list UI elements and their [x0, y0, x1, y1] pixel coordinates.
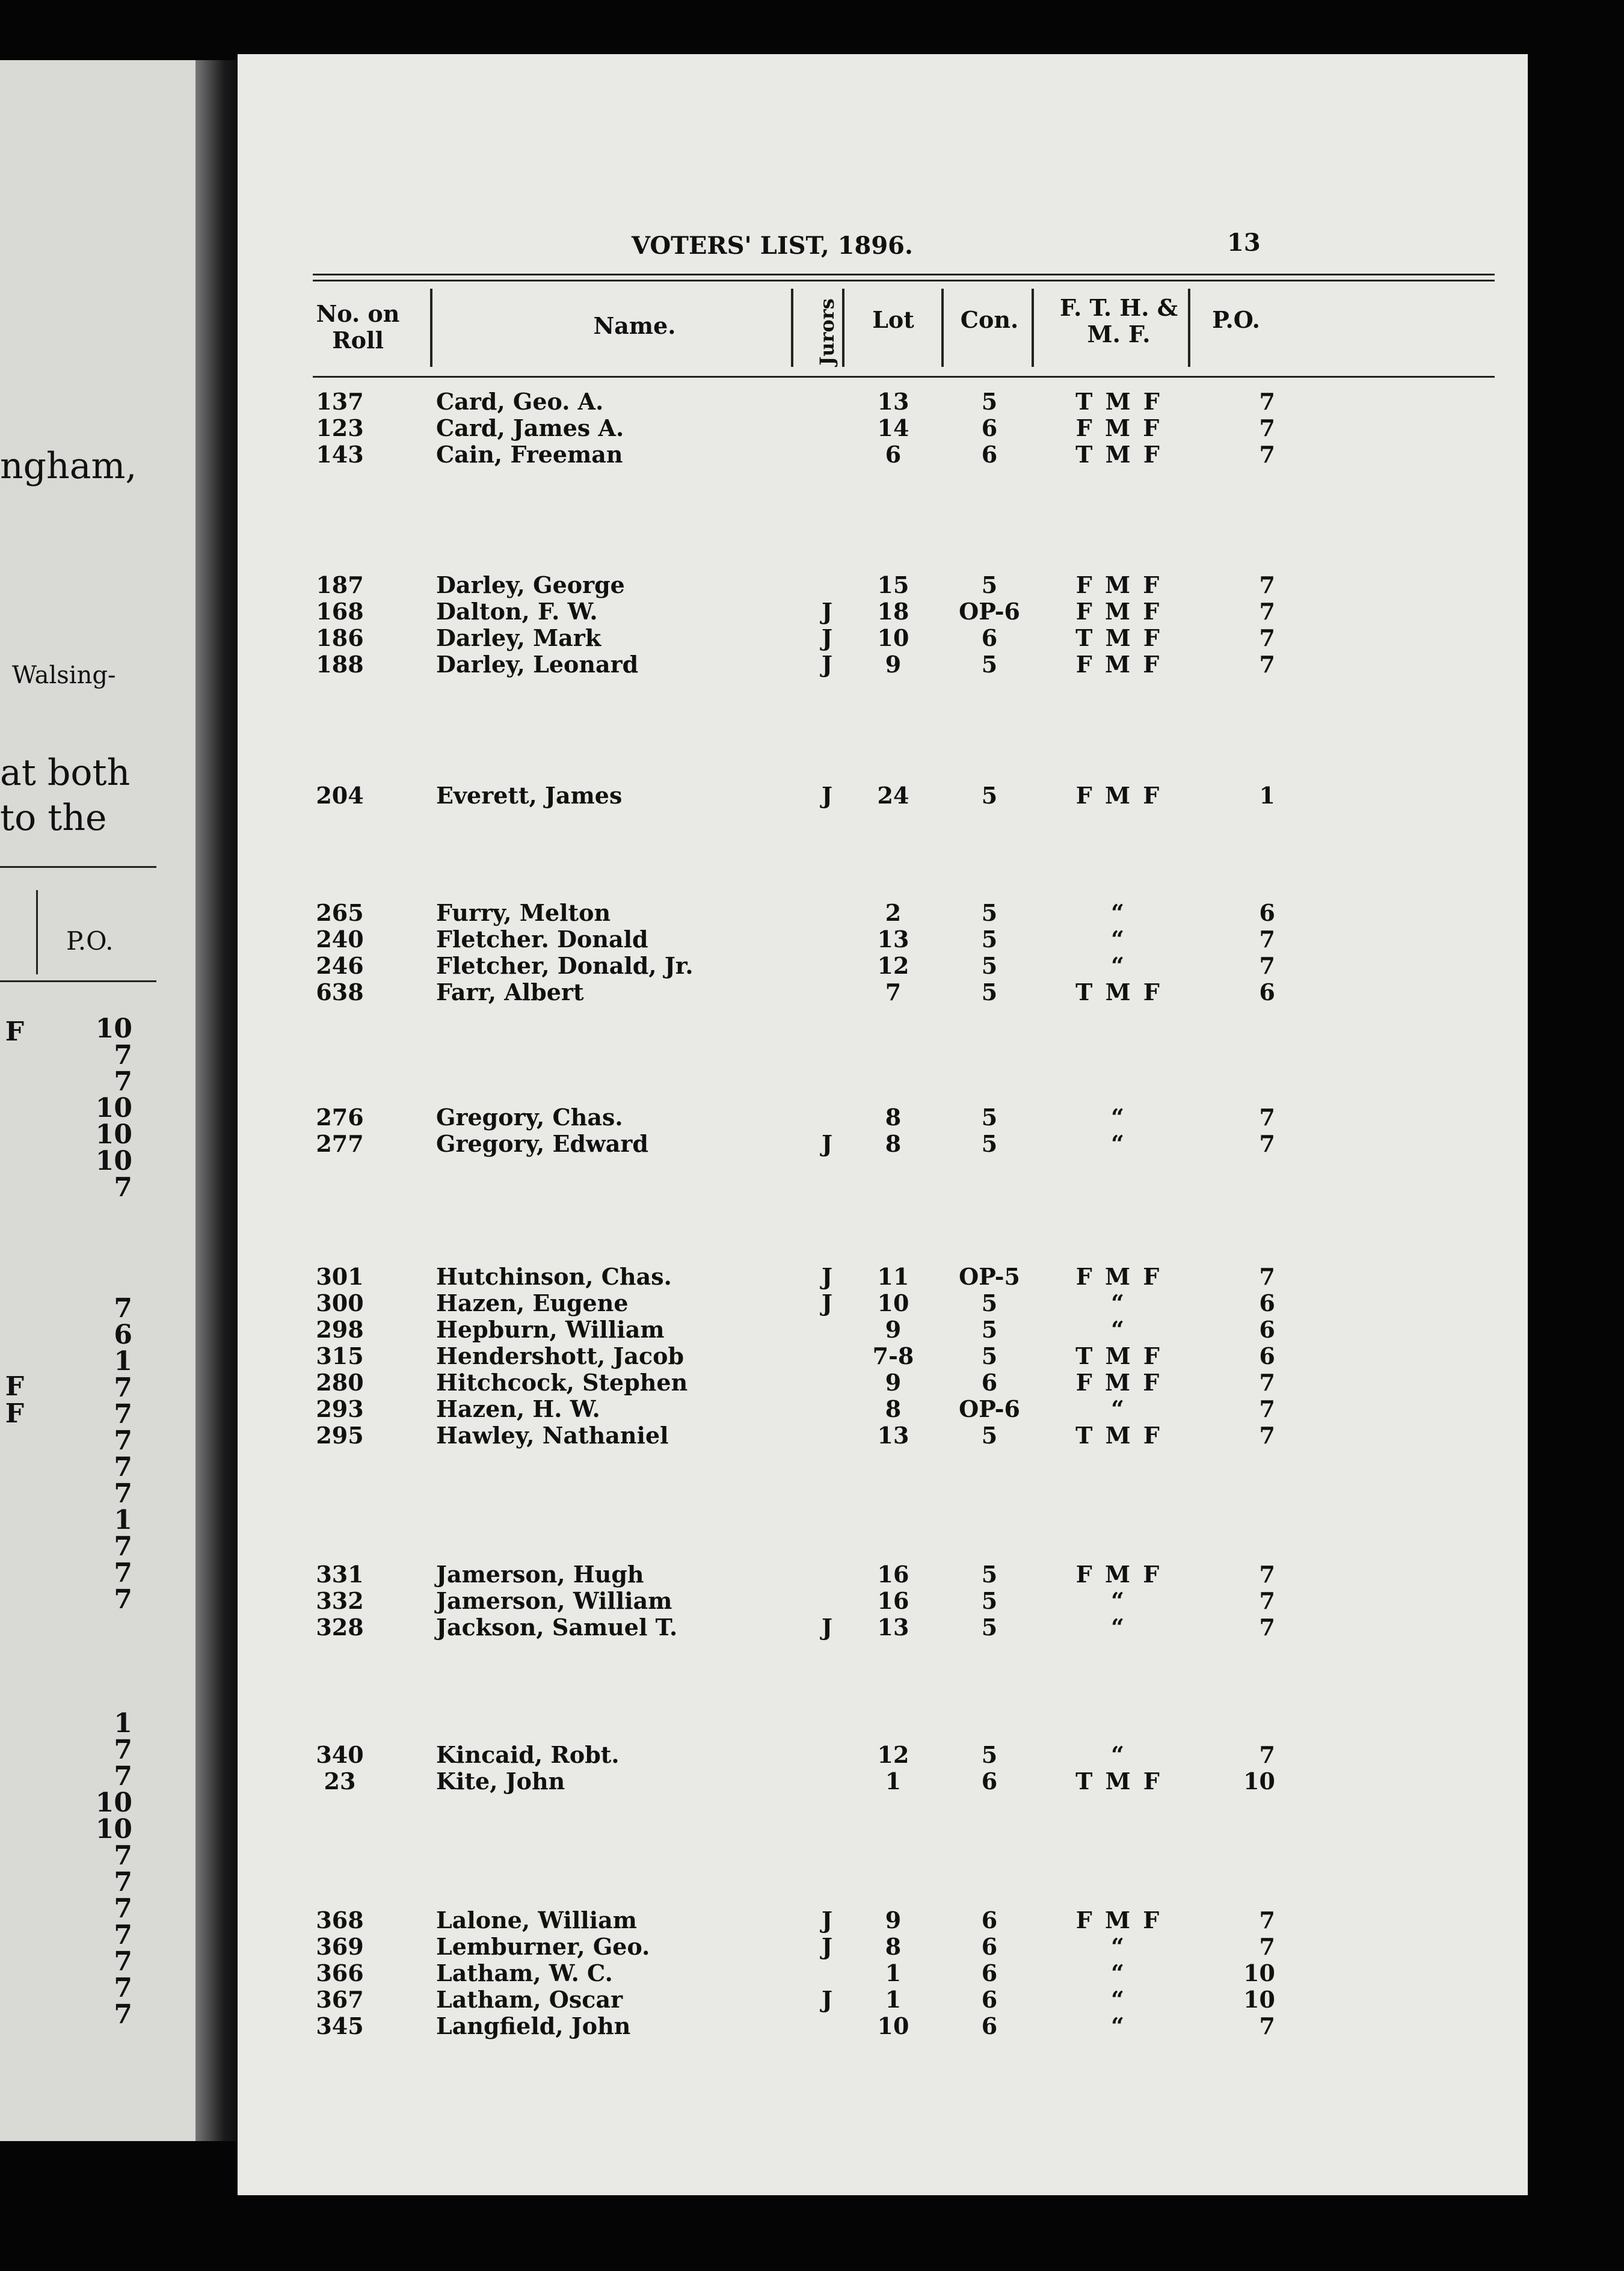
lot-number: 1 [885, 1768, 902, 1795]
voter-row [238, 1768, 1528, 1795]
post-office: 1 [1259, 782, 1275, 809]
tenure-code: “ [1111, 1104, 1127, 1131]
roll-number: 368 [316, 1907, 364, 1934]
voter-row [238, 782, 1528, 810]
roll-number: 277 [316, 1130, 364, 1157]
left-po-value: 7 [114, 1840, 132, 1871]
roll-number: 23 [324, 1768, 356, 1795]
concession: 6 [981, 1933, 998, 1960]
post-office: 7 [1259, 651, 1275, 678]
roll-number: 328 [316, 1614, 364, 1641]
voter-name: Darley, Mark [436, 624, 601, 651]
concession: 5 [981, 1316, 998, 1343]
left-po-value: 10 [95, 1814, 132, 1845]
concession: 5 [981, 571, 998, 598]
tenure-code: F M F [1075, 414, 1162, 441]
voter-row [238, 1741, 1528, 1769]
concession: 5 [981, 926, 998, 953]
post-office: 7 [1259, 1130, 1275, 1157]
column-header-roll: No. on Roll [316, 300, 400, 354]
tenure-code: “ [1111, 2012, 1127, 2039]
concession: 6 [981, 1369, 998, 1396]
voter-row [238, 2012, 1528, 2040]
roll-number: 366 [316, 1959, 364, 1987]
voter-name: Everett, James [436, 782, 623, 809]
roll-number: 340 [316, 1741, 364, 1768]
voter-row [238, 1369, 1528, 1397]
page-number: 13 [1227, 229, 1261, 257]
column-header-po: P.O. [1212, 306, 1260, 333]
left-po-value: 7 [114, 1558, 132, 1588]
lot-number: 13 [877, 388, 909, 415]
voter-name: Kite, John [436, 1768, 565, 1795]
post-office: 7 [1259, 1395, 1275, 1422]
concession: 6 [981, 1768, 998, 1795]
voter-name: Dalton, F. W. [436, 598, 598, 625]
tenure-code: “ [1111, 1316, 1127, 1343]
tenure-code: “ [1111, 1933, 1127, 1960]
left-f-marker: F [5, 1371, 24, 1402]
lot-number: 12 [877, 952, 909, 979]
post-office: 6 [1259, 979, 1275, 1006]
lot-number: 11 [877, 1263, 909, 1290]
concession: 5 [981, 1422, 998, 1449]
voter-name: Hendershott, Jacob [436, 1342, 684, 1369]
voter-row [238, 414, 1528, 442]
voter-name: Farr, Albert [436, 979, 584, 1006]
post-office: 10 [1243, 1959, 1275, 1987]
lot-number: 9 [885, 1907, 902, 1934]
voter-row [238, 1907, 1528, 1934]
lot-number: 13 [877, 1422, 909, 1449]
roll-number: 315 [316, 1342, 364, 1369]
tenure-code: F M F [1075, 782, 1162, 809]
post-office: 7 [1259, 388, 1275, 415]
voter-row [238, 1395, 1528, 1423]
lot-number: 15 [877, 571, 909, 598]
tenure-code: “ [1111, 1741, 1127, 1768]
roll-number: 265 [316, 899, 364, 926]
voter-name: Langfield, John [436, 2012, 631, 2039]
voter-row [238, 571, 1528, 599]
lot-number: 14 [877, 414, 909, 441]
voters-list-page [238, 54, 1528, 2195]
tenure-code: F M F [1075, 1263, 1162, 1290]
column-separator [1188, 289, 1190, 367]
voter-name: Jackson, Samuel T. [436, 1614, 678, 1641]
book-spine [195, 60, 244, 2141]
left-fragment-1: ngham, [0, 445, 137, 487]
juror-mark: J [822, 1614, 832, 1641]
tenure-code: “ [1111, 1130, 1127, 1157]
tenure-code: F M F [1075, 1369, 1162, 1396]
left-po-value: 7 [114, 1999, 132, 2030]
left-rule-top [0, 866, 156, 868]
concession: 6 [981, 414, 998, 441]
juror-mark: J [822, 1986, 832, 2013]
voter-row [238, 1130, 1528, 1158]
voter-row [238, 1561, 1528, 1588]
concession: 6 [981, 441, 998, 468]
voter-name: Hawley, Nathaniel [436, 1422, 669, 1449]
lot-number: 8 [885, 1395, 902, 1422]
juror-mark: J [822, 651, 832, 678]
left-po-value: 10 [95, 1787, 132, 1818]
voter-row [238, 1289, 1528, 1317]
column-separator [791, 289, 793, 367]
post-office: 7 [1259, 1561, 1275, 1588]
left-po-value: 7 [114, 1584, 132, 1615]
voter-name: Gregory, Edward [436, 1130, 648, 1157]
left-po-value: 10 [95, 1093, 132, 1123]
concession: OP-6 [959, 598, 1020, 625]
post-office: 7 [1259, 1741, 1275, 1768]
voter-name: Hitchcock, Stephen [436, 1369, 688, 1396]
tenure-code: T M F [1075, 1422, 1162, 1449]
voter-row [238, 952, 1528, 980]
concession: 5 [981, 1104, 998, 1131]
lot-number: 24 [877, 782, 909, 809]
post-office: 7 [1259, 414, 1275, 441]
concession: 5 [981, 1614, 998, 1641]
voter-name: Furry, Melton [436, 899, 611, 926]
post-office: 7 [1259, 598, 1275, 625]
left-po-value: 7 [114, 1973, 132, 2003]
roll-number: 240 [316, 926, 364, 953]
left-po-value: 10 [95, 1119, 132, 1150]
lot-number: 16 [877, 1561, 909, 1588]
lot-number: 7 [885, 979, 902, 1006]
roll-number: 367 [316, 1986, 364, 2013]
lot-number: 18 [877, 598, 909, 625]
left-po-value: 7 [114, 1920, 132, 1950]
tenure-code: F M F [1075, 598, 1162, 625]
left-po-value: 7 [114, 1372, 132, 1403]
concession: 5 [981, 1561, 998, 1588]
post-office: 7 [1259, 571, 1275, 598]
voter-row [238, 441, 1528, 469]
concession: 5 [981, 1289, 998, 1317]
concession: 5 [981, 1587, 998, 1614]
concession: 5 [981, 1342, 998, 1369]
left-po-value: 7 [114, 1399, 132, 1430]
post-office: 7 [1259, 1104, 1275, 1131]
left-po-value: 7 [114, 1867, 132, 1898]
left-po-value: 7 [114, 1452, 132, 1483]
juror-mark: J [822, 598, 832, 625]
voter-row [238, 624, 1528, 652]
column-separator [1032, 289, 1034, 367]
voter-row [238, 651, 1528, 678]
left-po-value: 7 [114, 1735, 132, 1765]
column-separator [842, 289, 844, 367]
voter-name: Fletcher, Donald, Jr. [436, 952, 694, 979]
voter-name: Darley, Leonard [436, 651, 639, 678]
voter-row [238, 1933, 1528, 1961]
tenure-code: “ [1111, 1289, 1127, 1317]
voter-row [238, 388, 1528, 416]
concession: 6 [981, 1907, 998, 1934]
left-po-value: 1 [114, 1346, 132, 1377]
voter-name: Hepburn, William [436, 1316, 665, 1343]
left-po-value: 7 [114, 1531, 132, 1562]
concession: 5 [981, 979, 998, 1006]
left-fragment-2: Walsing- [12, 662, 116, 689]
left-po-value: 7 [114, 1478, 132, 1509]
tenure-code: T M F [1075, 441, 1162, 468]
concession: 5 [981, 651, 998, 678]
post-office: 7 [1259, 952, 1275, 979]
lot-number: 9 [885, 1369, 902, 1396]
lot-number: 1 [885, 1959, 902, 1987]
voter-row [238, 598, 1528, 625]
tenure-code: “ [1111, 1959, 1127, 1987]
tenure-code: T M F [1075, 624, 1162, 651]
voter-row [238, 979, 1528, 1006]
post-office: 6 [1259, 1316, 1275, 1343]
left-po-value: 7 [114, 1761, 132, 1792]
roll-number: 246 [316, 952, 364, 979]
post-office: 7 [1259, 1907, 1275, 1934]
left-po-value: 7 [114, 1893, 132, 1924]
roll-number: 188 [316, 651, 364, 678]
post-office: 7 [1259, 1263, 1275, 1290]
post-office: 7 [1259, 624, 1275, 651]
voter-name: Hazen, Eugene [436, 1289, 629, 1317]
left-po-value: 10 [95, 1013, 132, 1044]
concession: 5 [981, 782, 998, 809]
post-office: 7 [1259, 2012, 1275, 2039]
tenure-code: “ [1111, 1587, 1127, 1614]
post-office: 7 [1259, 1422, 1275, 1449]
lot-number: 9 [885, 1316, 902, 1343]
tenure-code: “ [1111, 1986, 1127, 2013]
column-header-name: Name. [593, 312, 676, 339]
lot-number: 8 [885, 1104, 902, 1131]
post-office: 7 [1259, 1369, 1275, 1396]
roll-number: 186 [316, 624, 364, 651]
voter-name: Jamerson, William [436, 1587, 672, 1614]
page-title: VOTERS' LIST, 1896. [632, 232, 913, 260]
voter-name: Darley, George [436, 571, 625, 598]
left-po-value: 7 [114, 1425, 132, 1456]
roll-number: 168 [316, 598, 364, 625]
lot-number: 13 [877, 926, 909, 953]
roll-number: 300 [316, 1289, 364, 1317]
lot-number: 8 [885, 1130, 902, 1157]
roll-number: 331 [316, 1561, 364, 1588]
voter-name: Latham, W. C. [436, 1959, 613, 1987]
left-f-marker: F [5, 1016, 24, 1047]
post-office: 7 [1259, 1587, 1275, 1614]
voter-row [238, 926, 1528, 953]
roll-number: 298 [316, 1316, 364, 1343]
voter-name: Latham, Oscar [436, 1986, 623, 2013]
juror-mark: J [822, 1263, 832, 1290]
lot-number: 10 [877, 624, 909, 651]
voter-row [238, 1342, 1528, 1370]
roll-number: 369 [316, 1933, 364, 1960]
left-f-marker: F [5, 1398, 24, 1429]
concession: OP-6 [959, 1395, 1020, 1422]
header-rule-top [313, 274, 1495, 275]
header-rule-top-2 [313, 280, 1495, 281]
roll-number: 332 [316, 1587, 364, 1614]
voter-name: Lalone, William [436, 1907, 637, 1934]
concession: 6 [981, 1959, 998, 1987]
voter-name: Gregory, Chas. [436, 1104, 623, 1131]
voter-name: Fletcher. Donald [436, 926, 648, 953]
juror-mark: J [822, 1130, 832, 1157]
tenure-code: “ [1111, 1395, 1127, 1422]
juror-mark: J [822, 1289, 832, 1317]
tenure-code: T M F [1075, 1342, 1162, 1369]
lot-number: 7-8 [872, 1342, 914, 1369]
column-separator [430, 289, 432, 367]
column-separator [941, 289, 944, 367]
column-header-fth: F. T. H. & M. F. [1059, 294, 1178, 348]
juror-mark: J [822, 1933, 832, 1960]
concession: 6 [981, 1986, 998, 2013]
column-header-con: Con. [960, 306, 1019, 333]
lot-number: 12 [877, 1741, 909, 1768]
voter-name: Cain, Freeman [436, 441, 623, 468]
tenure-code: F M F [1075, 1561, 1162, 1588]
tenure-code: “ [1111, 899, 1127, 926]
roll-number: 137 [316, 388, 364, 415]
previous-page-fragment [0, 60, 195, 2141]
juror-mark: J [822, 624, 832, 651]
lot-number: 16 [877, 1587, 909, 1614]
voter-name: Hazen, H. W. [436, 1395, 600, 1422]
voter-row [238, 1614, 1528, 1641]
concession: 5 [981, 1741, 998, 1768]
roll-number: 276 [316, 1104, 364, 1131]
roll-number: 638 [316, 979, 364, 1006]
lot-number: 2 [885, 899, 902, 926]
tenure-code: F M F [1075, 651, 1162, 678]
post-office: 7 [1259, 1614, 1275, 1641]
tenure-code: T M F [1075, 388, 1162, 415]
voter-row [238, 899, 1528, 927]
left-po-value: 7 [114, 1293, 132, 1324]
tenure-code: T M F [1075, 1768, 1162, 1795]
roll-number: 295 [316, 1422, 364, 1449]
roll-number: 143 [316, 441, 364, 468]
concession: 5 [981, 899, 998, 926]
column-header-jurors: Jurors [816, 298, 838, 366]
roll-number: 204 [316, 782, 364, 809]
concession: 5 [981, 952, 998, 979]
voter-row [238, 1959, 1528, 1987]
tenure-code: F M F [1075, 1907, 1162, 1934]
post-office: 10 [1243, 1986, 1275, 2013]
tenure-code: F M F [1075, 571, 1162, 598]
voter-row [238, 1986, 1528, 2014]
voter-row [238, 1316, 1528, 1344]
voter-row [238, 1263, 1528, 1291]
left-po-value: 7 [114, 1172, 132, 1203]
lot-number: 1 [885, 1986, 902, 2013]
voter-name: Jamerson, Hugh [436, 1561, 644, 1588]
concession: 5 [981, 388, 998, 415]
voter-row [238, 1104, 1528, 1131]
roll-number: 345 [316, 2012, 364, 2039]
voter-name: Card, Geo. A. [436, 388, 604, 415]
concession: OP-5 [959, 1263, 1020, 1290]
concession: 5 [981, 1130, 998, 1157]
tenure-code: T M F [1075, 979, 1162, 1006]
post-office: 10 [1243, 1768, 1275, 1795]
voter-row [238, 1587, 1528, 1615]
roll-number: 187 [316, 571, 364, 598]
lot-number: 8 [885, 1933, 902, 1960]
header-rule-bottom [313, 376, 1495, 378]
post-office: 6 [1259, 1289, 1275, 1317]
concession: 6 [981, 624, 998, 651]
voter-name: Kincaid, Robt. [436, 1741, 620, 1768]
roll-number: 293 [316, 1395, 364, 1422]
voter-name: Lemburner, Geo. [436, 1933, 650, 1960]
post-office: 6 [1259, 899, 1275, 926]
left-po-value: 7 [114, 1066, 132, 1097]
tenure-code: “ [1111, 926, 1127, 953]
roll-number: 280 [316, 1369, 364, 1396]
post-office: 6 [1259, 1342, 1275, 1369]
lot-number: 13 [877, 1614, 909, 1641]
roll-number: 123 [316, 414, 364, 441]
juror-mark: J [822, 1907, 832, 1934]
juror-mark: J [822, 782, 832, 809]
lot-number: 6 [885, 441, 902, 468]
concession: 6 [981, 2012, 998, 2039]
left-po-value: 1 [114, 1708, 132, 1739]
post-office: 7 [1259, 926, 1275, 953]
left-po-value: 1 [114, 1505, 132, 1535]
lot-number: 9 [885, 651, 902, 678]
post-office: 7 [1259, 1933, 1275, 1960]
left-po-value: 10 [95, 1146, 132, 1176]
lot-number: 10 [877, 1289, 909, 1317]
lot-number: 10 [877, 2012, 909, 2039]
post-office: 7 [1259, 441, 1275, 468]
left-column-separator [36, 890, 38, 974]
voter-row [238, 1422, 1528, 1449]
tenure-code: “ [1111, 1614, 1127, 1641]
tenure-code: “ [1111, 952, 1127, 979]
voter-name: Card, James A. [436, 414, 624, 441]
voter-name: Hutchinson, Chas. [436, 1263, 672, 1290]
left-po-value: 6 [114, 1320, 132, 1350]
left-rule-bottom [0, 980, 156, 982]
left-fragment-4: to the [0, 797, 107, 839]
left-po-header: P.O. [66, 926, 114, 956]
roll-number: 301 [316, 1263, 364, 1290]
left-po-value: 7 [114, 1040, 132, 1071]
left-fragment-3: at both [0, 752, 131, 794]
column-header-lot: Lot [872, 306, 914, 333]
left-po-value: 7 [114, 1946, 132, 1977]
